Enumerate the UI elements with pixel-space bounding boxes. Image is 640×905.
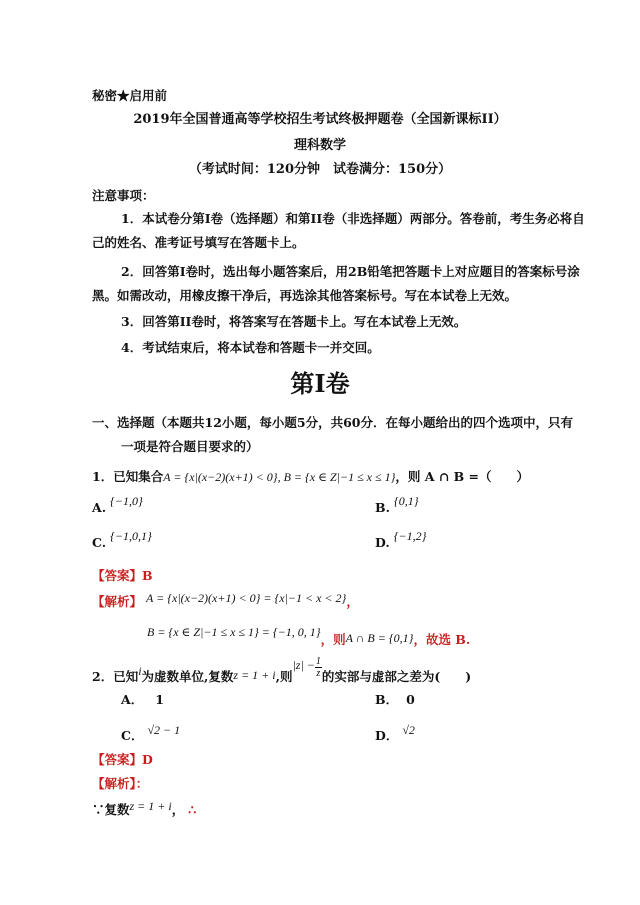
option-value: √2 − 1 xyxy=(147,723,181,737)
q2-expr: |z| − xyxy=(292,658,315,672)
notice-item-2-cont: 黑。如需改动，用橡皮擦干净后，再选涂其他答案标号。写在本试卷上无效。 xyxy=(92,288,518,303)
fraction-denominator: z xyxy=(316,668,321,679)
option-label: D． xyxy=(375,728,399,743)
option-label: C. xyxy=(92,535,107,550)
section-intro: 一、选择题（本题共12小题，每小题5分，共60分．在每小题给出的四个选项中，只有 xyxy=(92,415,573,430)
notice-item-2: 2．回答第I卷时，选出每小题答案后，用2B铅笔把答题卡上对应题目的答案标号涂 xyxy=(121,264,580,279)
option-label: C． xyxy=(121,728,144,743)
q2-option-c xyxy=(121,720,181,743)
q1-option-b xyxy=(375,494,419,516)
q2-text: 为虚数单位,复数 xyxy=(141,669,234,684)
option-value: {−1,2} xyxy=(393,529,427,543)
notice-heading: 注意事项： xyxy=(92,188,155,203)
section-title: 第I卷 xyxy=(290,369,350,398)
analysis-text: ，故选 B. xyxy=(413,632,471,647)
q1-set-b: , B = {x ∈ Z|−1 ≤ x ≤ 1} xyxy=(277,470,396,484)
fraction-numerator: 1 xyxy=(315,656,321,667)
option-label: D. xyxy=(375,535,390,550)
q2-option-a xyxy=(121,690,164,708)
analysis-label: 【解析】： xyxy=(92,776,149,791)
exam-title: 2019年全国普通高等学校招生考试终极押题卷（全国新课标II） xyxy=(133,112,507,127)
notice-item-1: 1．本试卷分第I卷（选择题）和第II卷（非选择题）两部分。答卷前，考生务必将自 xyxy=(121,211,585,226)
q2-text: ,则 xyxy=(275,669,293,684)
option-label: A. xyxy=(92,500,107,515)
answer-label: 【答案】 xyxy=(92,568,143,583)
q2-suffix: 的实部与虚部之差为( ) xyxy=(321,669,472,684)
q2-option-b xyxy=(375,690,415,708)
q1-analysis-cont xyxy=(147,622,471,647)
q2-analysis-label xyxy=(92,774,148,792)
q1-prefix: 1．已知集合 xyxy=(92,469,164,484)
therefore-symbol: ∴ xyxy=(188,802,197,817)
q1-answer xyxy=(92,566,153,584)
analysis-formula: B = {x ∈ Z|−1 ≤ x ≤ 1} = {−1, 0, 1} xyxy=(147,625,321,639)
option-value: {−1,0,1} xyxy=(110,529,152,543)
answer-value: B xyxy=(142,568,153,583)
analysis-text: ， xyxy=(171,802,185,817)
option-value: 0 xyxy=(406,692,415,707)
q2-answer xyxy=(92,750,153,768)
answer-label: 【答案】 xyxy=(92,752,143,767)
notice-item-4: 4．考试结束后，将本试卷和答题卡一并交回。 xyxy=(121,340,380,355)
q2-option-d xyxy=(375,720,415,743)
q1-option-a xyxy=(92,494,143,516)
option-value: {−1,0} xyxy=(110,494,143,508)
analysis-formula: z = 1 + i xyxy=(129,799,172,813)
q1-suffix: ，则 A ∩ B =（ ） xyxy=(395,469,530,484)
q1-analysis xyxy=(92,592,359,610)
q2-z: z = 1 + i xyxy=(233,668,276,682)
notice-item-1-cont: 己的姓名、准考证号填写在答题卡上。 xyxy=(92,235,305,250)
section-intro-cont: 一项是符合题目要求的） xyxy=(121,439,259,454)
option-label: A． xyxy=(121,692,144,707)
analysis-label: 【解析】 xyxy=(92,594,143,609)
analysis-formula: A = {x|(x−2)(x+1) < 0} = {x|−1 < x < 2} xyxy=(146,591,347,605)
q1-set-a: A = {x|(x−2)(x+1) < 0} xyxy=(163,470,278,484)
exam-time: （考试时间：120分钟 试卷满分：150分） xyxy=(188,162,452,177)
option-label: B. xyxy=(375,500,390,515)
question-1 xyxy=(92,467,529,485)
option-value: {0,1} xyxy=(393,494,419,508)
analysis-text: ，则 xyxy=(320,632,346,647)
q1-option-d xyxy=(375,529,427,551)
answer-value: D xyxy=(142,752,153,767)
analysis-formula: A ∩ B = {0,1} xyxy=(345,631,414,645)
secret-label: 秘密★启用前 xyxy=(92,88,168,103)
q2-analysis xyxy=(92,796,197,817)
q1-option-c xyxy=(92,529,152,551)
q2-i: i xyxy=(138,664,142,678)
option-value: √2 xyxy=(402,723,415,737)
q2-prefix: 2．已知 xyxy=(92,669,139,684)
analysis-text: ∵复数 xyxy=(92,802,130,817)
question-2 xyxy=(92,656,472,684)
option-value: 1 xyxy=(155,692,164,707)
notice-item-3: 3．回答第II卷时，将答案写在答题卡上。写在本试卷上无效。 xyxy=(121,314,467,329)
q2-fraction xyxy=(315,656,322,679)
exam-subject: 理科数学 xyxy=(293,138,346,153)
option-label: B． xyxy=(375,692,399,707)
analysis-text: ， xyxy=(346,594,359,609)
